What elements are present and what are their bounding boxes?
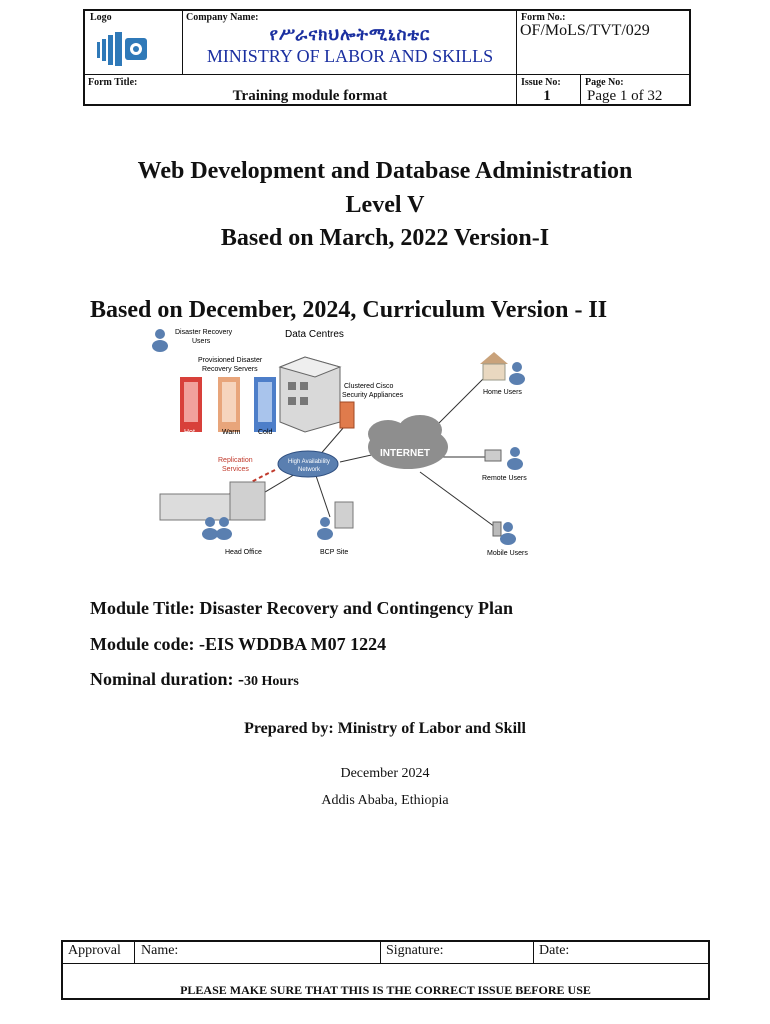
diagram-label-head-office: Head Office [225,549,262,556]
module-code-value: -EIS WDDBA M07 1224 [198,634,387,654]
ministry-logo [95,30,155,68]
data-centre-building-icon [280,357,340,432]
module-duration-label: Nominal duration: [90,669,234,689]
issue-no-label: Issue No: [521,77,561,88]
mobile-user-icon [493,522,516,545]
document-title: Web Development and Database Administration [137,158,633,184]
module-duration-line [90,669,299,690]
diagram-label-internet: INTERNET [380,448,430,459]
diagram-label-cold: Cold [258,429,273,436]
diagram-label-ha-network: High Availability [288,459,330,465]
diagram-label-remote-users: Remote Users [482,475,527,482]
diagram-label-warm: Warm [222,429,241,436]
module-duration-dash: - [238,669,245,689]
page-no-value: Page 1 of 32 [587,88,663,104]
diagram-label-dr-users: Disaster Recovery [175,329,233,336]
header-divider [84,74,690,75]
warm-server-icon [218,377,240,432]
prepared-by: Prepared by: Ministry of Labor and Skill [244,720,526,737]
bcp-site-icon [317,502,353,540]
internet-cloud-icon [368,415,448,469]
module-title-line [90,598,513,619]
diagram-label-data-centres: Data Centres [285,329,344,340]
form-no-value: OF/MoLS/TVT/029 [520,22,650,39]
diagram-label-provisioned: Recovery Servers [202,366,258,373]
form-no-label: Form No.: [521,12,566,23]
module-duration-value: 30 Hours [244,674,299,689]
curriculum-version: Based on December, 2024, Curriculum Version - II [90,297,608,323]
publication-place: Addis Ababa, Ethiopia [321,793,449,808]
hot-server-icon [180,377,202,432]
diagram-label-provisioned: Provisioned Disaster [198,357,263,364]
approval-label: Approval [68,943,121,958]
footer-divider [62,963,709,964]
head-office-icon [160,482,265,540]
footer-note: PLEASE MAKE SURE THAT THIS IS THE CORRECT ISSUE BEFORE USE [180,983,591,997]
cold-server-icon [254,377,276,432]
dr-user-icon [152,329,168,352]
company-name: MINISTRY OF LABOR AND SKILLS [206,46,494,66]
diagram-label-replication: Services [222,466,249,473]
header-divider [516,10,517,105]
form-title-label: Form Title: [88,77,138,88]
company-name-label: Company Name: [186,12,259,23]
document-version: Based on March, 2022 Version-I [220,225,550,251]
diagram-label-hot: Hot [184,429,195,436]
company-name-amharic: የሥራናክህሎትሚኒስቴር [269,25,431,45]
approval-date-label: Date: [539,943,570,958]
approval-name-label: Name: [141,943,179,958]
diagram-label-cisco: Security Appliances [342,392,404,399]
logo-label: Logo [90,12,112,23]
firewall-icon [340,402,354,428]
approval-signature-label: Signature: [386,943,444,958]
module-title-value: Disaster Recovery and Contingency Plan [199,598,513,618]
module-code-line [90,634,386,655]
diagram-label-mobile-users: Mobile Users [487,550,528,557]
diagram-label-home-users: Home Users [483,389,522,396]
remote-user-icon [485,447,523,470]
diagram-label-dr-users: Users [192,338,211,345]
document-level: Level V [345,192,425,218]
module-code-label: Module code: [90,634,195,654]
publication-date: December 2024 [340,766,430,781]
home-icon [480,352,525,385]
form-title-value: Training module format [232,88,388,104]
diagram-label-replication: Replication [218,457,253,464]
footer-divider [533,941,534,963]
diagram-label-ha-network: Network [298,467,321,473]
page-no-label: Page No: [585,77,624,88]
header-divider [580,74,581,105]
issue-no-value: 1 [543,88,551,104]
header-divider [182,10,183,74]
footer-divider [380,941,381,963]
footer-divider [134,941,135,963]
disaster-recovery-diagram [130,322,550,564]
diagram-label-bcp-site: BCP Site [320,549,349,556]
module-title-label: Module Title: [90,598,195,618]
diagram-label-cisco: Clustered Cisco [344,383,394,390]
